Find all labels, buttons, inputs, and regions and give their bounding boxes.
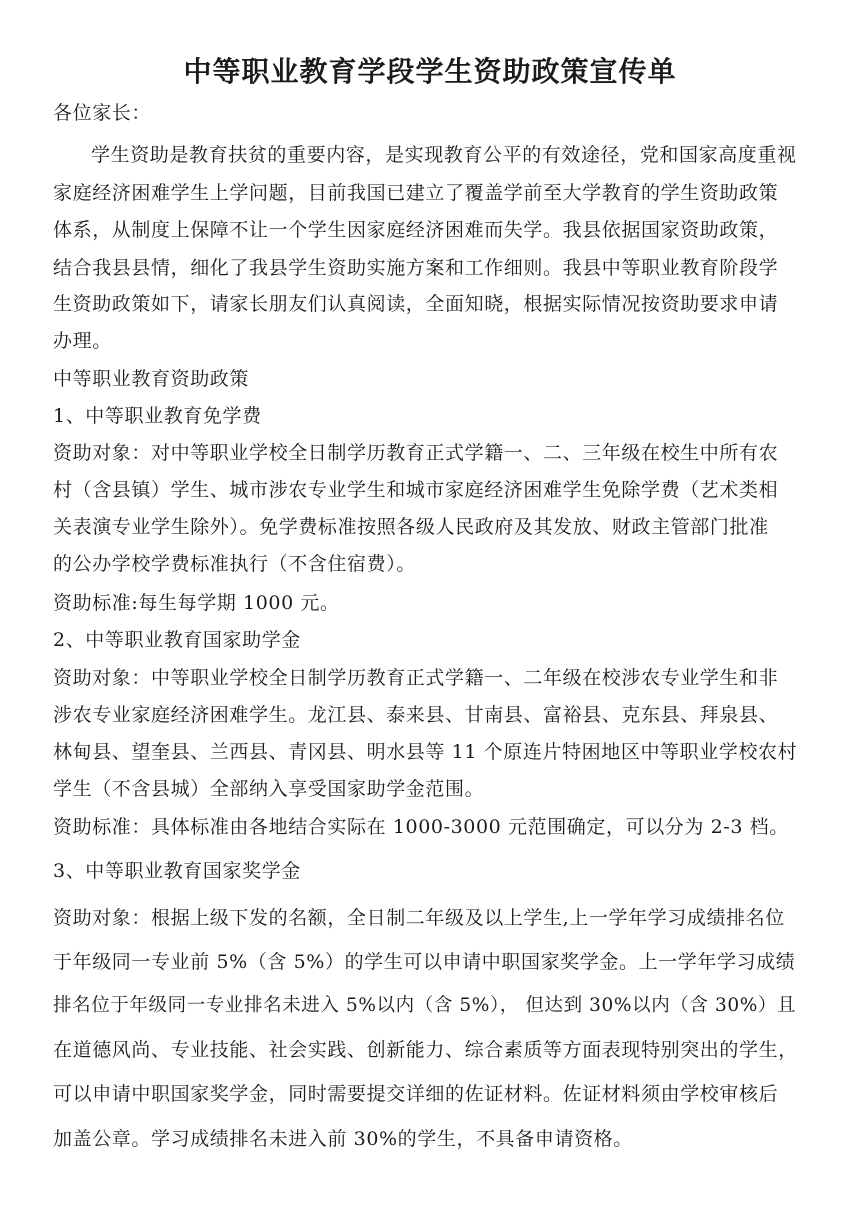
section2-target-line: 学生（不含县城）全部纳入享受国家助学金范围。 — [53, 778, 485, 800]
section2-heading: 2、中等职业教育国家助学金 — [53, 629, 301, 651]
section3-target-line: 加盖公章。学习成绩排名未进入前 30%的学生，不具备申请资格。 — [53, 1128, 633, 1150]
intro-line: 结合我县县情，细化了我县学生资助实施方案和工作细则。我县中等职业教育阶段学 — [53, 257, 779, 279]
section1-heading: 1、中等职业教育免学费 — [53, 405, 262, 427]
section2-target-line: 资助对象：中等职业学校全日制学历教育正式学籍一、二年级在校涉农专业学生和非 — [53, 667, 779, 689]
document-title: 中等职业教育学段学生资助政策宣传单 — [183, 55, 677, 88]
intro-line: 办理。 — [53, 330, 112, 352]
policy-heading: 中等职业教育资助政策 — [53, 368, 250, 390]
section2-target-line: 林甸县、望奎县、兰西县、青冈县、明水县等 11 个原连片特困地区中等职业学校农村 — [53, 741, 798, 763]
section1-target-line: 村（含县镇）学生、城市涉农专业学生和城市家庭经济困难学生免除学费（艺术类相 — [53, 479, 779, 501]
section2-target-line: 涉农专业家庭经济困难学生。龙江县、泰来县、甘南县、富裕县、克东县、拜泉县、 — [53, 704, 779, 726]
section3-target-line: 在道德风尚、专业技能、社会实践、创新能力、综合素质等方面表现特别突出的学生， — [53, 1039, 798, 1061]
section2-standard: 资助标准：具体标准由各地结合实际在 1000-3000 元范围确定，可以分为 2-3 档。 — [53, 816, 789, 838]
section3-target-line: 于年级同一专业前 5%（含 5%）的学生可以申请中职国家奖学金。上一学年学习成绩 — [53, 951, 796, 973]
section3-target-line: 资助对象：根据上级下发的名额，全日制二年级及以上学生,上一学年学习成绩排名位 — [53, 907, 785, 929]
intro-line: 体系，从制度上保障不让一个学生因家庭经济困难而失学。我县依据国家资助政策， — [53, 219, 779, 241]
section3-heading: 3、中等职业教育国家奖学金 — [53, 860, 301, 882]
intro-line: 生资助政策如下，请家长朋友们认真阅读，全面知晓，根据实际情况按资助要求申请 — [53, 293, 779, 315]
section1-target-line: 资助对象：对中等职业学校全日制学历教育正式学籍一、二、三年级在校生中所有农 — [53, 442, 779, 464]
intro-line: 家庭经济困难学生上学问题，目前我国已建立了覆盖学前至大学教育的学生资助政策 — [53, 182, 779, 204]
section1-standard: 资助标准:每生每学期 1000 元。 — [53, 592, 340, 614]
greeting: 各位家长： — [53, 102, 152, 124]
section3-target-line: 排名位于年级同一专业排名未进入 5%以内（含 5%）， 但达到 30%以内（含 30%）且 — [53, 995, 797, 1016]
section1-target-line: 的公办学校学费标准执行（不含住宿费）。 — [53, 553, 416, 575]
intro-line: 学生资助是教育扶贫的重要内容，是实现教育公平的有效途径，党和国家高度重视 — [91, 144, 797, 166]
section1-target-line: 关表演专业学生除外）。免学费标准按照各级人民政府及其发放、财政主管部门批准 — [53, 516, 769, 538]
section3-target-line: 可以申请中职国家奖学金，同时需要提交详细的佐证材料。佐证材料须由学校审核后 — [53, 1083, 779, 1105]
